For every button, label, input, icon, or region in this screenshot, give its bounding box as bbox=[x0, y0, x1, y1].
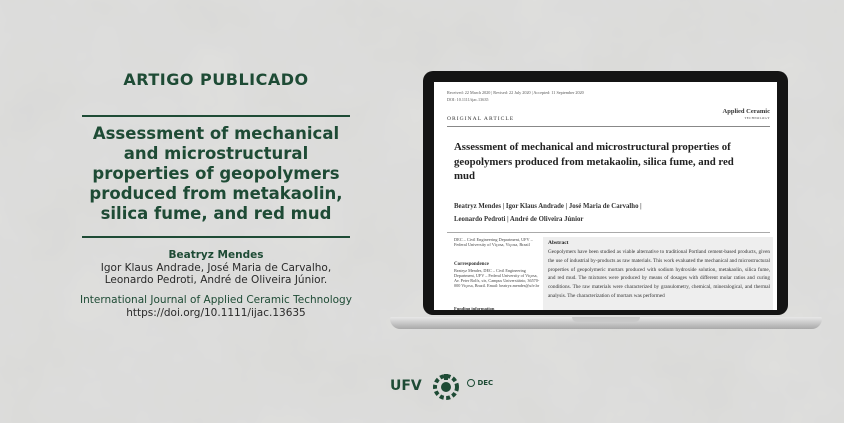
laptop-screen bbox=[434, 82, 777, 310]
paper-authors-line1: Beatryz Mendes | Igor Klaus Andrade | José Maria de Carvalho | bbox=[454, 203, 642, 210]
first-author: Beatryz Mendes bbox=[168, 249, 264, 261]
co-authors: Igor Klaus Andrade, José Maria de Carvalho, Leonardo Pedroti, André de Oliveira Júnior. bbox=[100, 261, 332, 286]
paper-affiliation: DEC – Civil Engineering Department, UFV – Federal University of Viçosa, Viçosa, Brazil bbox=[454, 237, 533, 248]
paper-dates: Received: 22 March 2020 | Revised: 22 July 2020 | Accepted: 11 September 2020 bbox=[447, 90, 584, 95]
journal-name: International Journal of Applied Ceramic Technology bbox=[80, 294, 352, 306]
journal-logo-subtext: TECHNOLOGY bbox=[744, 116, 770, 121]
ufv-logo: UFV bbox=[390, 378, 422, 394]
laptop-notch bbox=[572, 317, 640, 322]
paper-doi: DOI: 10.1111/ijac.13635 bbox=[447, 97, 489, 102]
paper-section-label: ORIGINAL ARTICLE bbox=[447, 116, 515, 122]
dec-logo bbox=[467, 379, 493, 387]
journal-citation bbox=[78, 294, 354, 319]
dec-mark-icon bbox=[467, 379, 475, 387]
laptop-mockup bbox=[390, 71, 822, 341]
institution-logos bbox=[390, 372, 500, 402]
article-title: Assessment of mechanical and microstructural properties of geopolymers produced from metakaolin, silica fume, and red mud bbox=[89, 124, 343, 223]
abstract-text: Geopolymers have been studied as viable alternative to traditional Portland cement-based products, given the use of industrial by-products as raw materials. This work evaluated the mechanical and microstructural properties of geopolymeric mortars produced with sodium hydroxide solution, metakaolin, silica fume, and red mud. The mixtures were produced by means of dosages with different molar ratios and curing conditions. The raw materials were characterized by granulometry, chemical, mineralogical, and thermal analysis. The characterization of mortars was performed bbox=[548, 249, 770, 299]
abstract-heading: Abstract bbox=[548, 240, 569, 246]
journal-logo-text: Applied Ceramic bbox=[722, 108, 770, 115]
abstract-box bbox=[543, 237, 773, 310]
funding-heading: Funding information bbox=[454, 306, 495, 310]
doi-link[interactable]: https://doi.org/10.1111/ijac.13635 bbox=[126, 306, 306, 319]
dec-logo-text: DEC bbox=[477, 379, 494, 387]
ufv-emblem-icon bbox=[430, 372, 462, 402]
correspondence-heading: Correspondence bbox=[454, 262, 489, 267]
paper-authors-line2: Leonardo Pedroti | André de Oliveira Júnior bbox=[454, 216, 584, 223]
divider-top bbox=[82, 115, 350, 117]
correspondence-text: Beatryz Mendes, DEC – Civil Engineering Department, UFV – Federal University of Viçosa, Av. Peter Rolfs, s/n, Campus Universitário, 36570-000 Viçosa, Brazil. Email: beatryz.mendes@ufv.br bbox=[454, 268, 540, 289]
author-list bbox=[78, 249, 354, 287]
badge-label: ARTIGO PUBLICADO bbox=[123, 70, 309, 89]
paper-rule-2 bbox=[447, 232, 770, 233]
paper-rule bbox=[447, 126, 770, 127]
paper-title: Assessment of mechanical and microstructural properties of geopolymers produced from metakaolin, silica fume, and red mud bbox=[454, 141, 734, 182]
divider-bottom bbox=[82, 236, 350, 238]
journal-logo bbox=[706, 109, 770, 122]
paper-authors bbox=[454, 200, 754, 226]
